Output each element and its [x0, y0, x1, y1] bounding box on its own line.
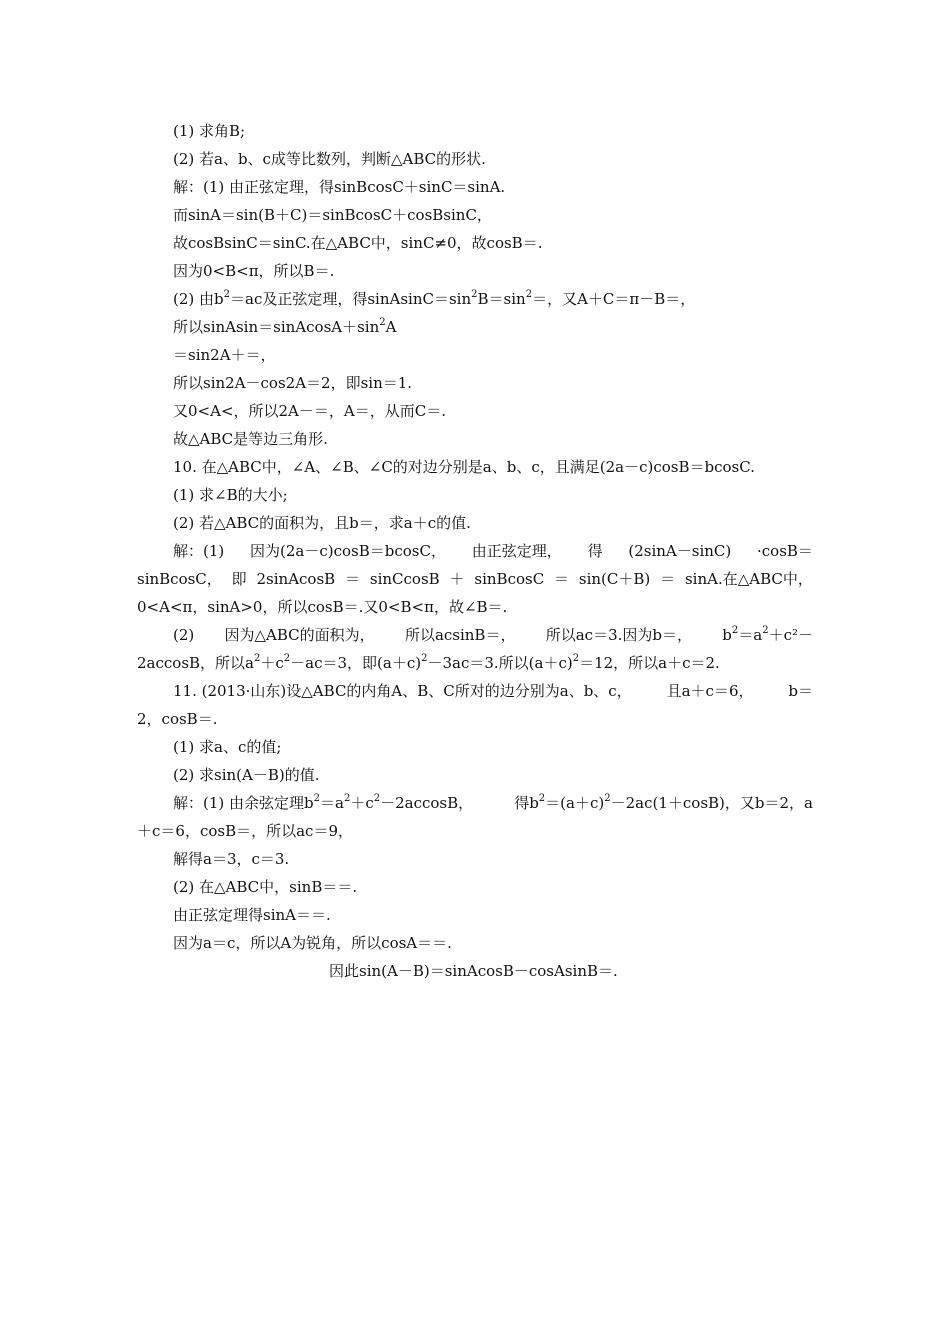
q10-part2-solution-line1: (2) 因为△ABC的面积为， 所以acsinB＝， 所以ac＝3.因为b＝， $b^2=a^2+c^2-$	[173, 625, 813, 644]
q9-part2: (2) 若a、b、c成等比数列，判断△ABC的形状.	[173, 150, 486, 168]
q11-part2-solution-2: 由正弦定理得sinA＝＝.	[173, 906, 331, 924]
q9-solution-6: 所以$sinAsin=sinAcosA+\sin^2A$	[173, 317, 397, 336]
q9-solution-1: 解：(1) 由正弦定理，得sinBcosC＋sinC＝sinA.	[173, 178, 506, 196]
q9-solution-7: ＝sin2A＋＝，	[173, 346, 276, 364]
q10-part2: (2) 若△ABC的面积为，且b＝，求a＋c的值.	[173, 514, 471, 532]
q11-part2-solution-1: (2) 在△ABC中，sinB＝＝.	[173, 878, 358, 896]
q9-part1: (1) 求角B;	[173, 122, 246, 140]
q10-solution-line2: sinBcosC， 即 2sinAcosB ＝ sinCcosB ＋ sinBcosC ＝ sin(C＋B) ＝ sinA.在△ABC中，	[137, 570, 813, 588]
q10-title: 10. 在△ABC中，∠A、∠B、∠C的对边分别是a、b、c，且满足(2a－c)cosB＝bcosC.	[173, 458, 755, 476]
q10-solution-line3: 0<A<π，sinA>0，所以cosB＝.又0<B<π，故∠B＝.	[137, 598, 508, 616]
q11-solution-line2: ＋c＝6，cosB＝，所以ac＝9，	[137, 822, 353, 840]
q11-solution-line3: 解得a＝3，c＝3.	[173, 850, 290, 868]
q11-title-line2: 2，cosB＝.	[137, 710, 218, 728]
q9-solution-3: 故cosBsinC＝sinC.在△ABC中，sinC≠0，故cosB＝.	[173, 234, 543, 252]
q9-conclusion: 故△ABC是等边三角形.	[173, 430, 328, 448]
q9-solution-5: (2) 由$b^2=ac$及正弦定理，得$sinAsinC=\sin^2B=\sin^2=$，又A＋C＝π－B＝，	[173, 289, 696, 308]
q11-part2: (2) 求sin(A－B)的值.	[173, 766, 320, 784]
q9-solution-8: 所以sin2A－cos2A＝2，即sin＝1.	[173, 374, 413, 392]
q11-part2-solution-3: 因为a＝c，所以A为锐角，所以cosA＝＝.	[173, 934, 452, 952]
q10-solution-line1: 解：(1) 因为(2a－c)cosB＝bcosC， 由正弦定理， 得 (2sinA－sinC) ·cosB＝	[173, 542, 813, 560]
q10-part2-solution-line2: 2accosB，所以$a^2+c^2-ac=3$，即$(a+c)^2-3ac=3$.所以$(a+c)^2=12$，所以a＋c＝2.	[137, 653, 720, 672]
q9-solution-4: 因为0<B<π，所以B＝.	[173, 262, 335, 280]
q11-final-answer: 因此sin(A－B)＝sinAcosB－cosAsinB＝.	[329, 962, 618, 980]
q11-title-line1: 11. (2013·山东)设△ABC的内角A、B、C所对的边分别为a、b、c， 且a＋c＝6， b＝	[173, 682, 813, 700]
q11-solution-line1: 解：(1) 由余弦定理$b^2=a^2+c^2-2accosB$， 得$b^2=(a+c)^2-2ac(1+\cos B)$，又b＝2，a	[173, 793, 813, 812]
q11-part1: (1) 求a、c的值;	[173, 738, 282, 756]
q9-solution-9: 又0<A<，所以2A－＝，A＝，从而C＝.	[173, 402, 446, 420]
q10-part1: (1) 求∠B的大小;	[173, 486, 288, 504]
q9-solution-2: 而sinA＝sin(B＋C)＝sinBcosC＋cosBsinC，	[173, 206, 492, 224]
